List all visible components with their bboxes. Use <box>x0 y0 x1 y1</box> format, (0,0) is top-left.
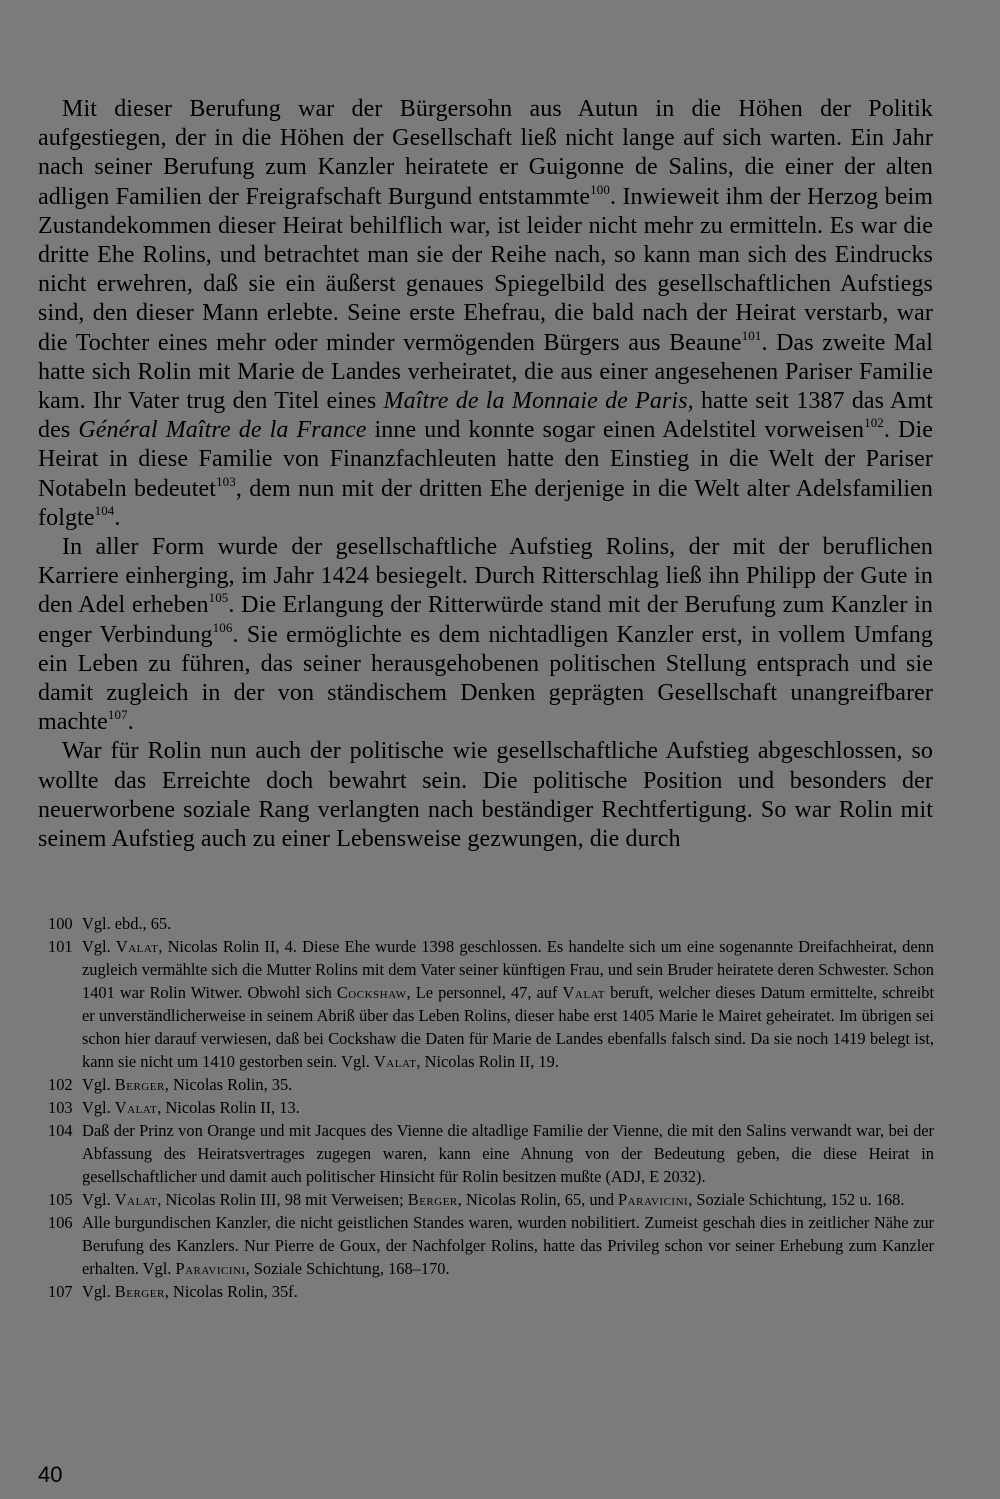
footnote-text: Vgl. <box>82 1282 115 1301</box>
italic-title: Général Maître de la France <box>78 417 367 444</box>
footnote-number: 107 <box>48 1282 73 1301</box>
footnote-text: Daß der Prinz von Orange und mit Jacques des Vienne die altadlige Familie der Vienne, die mit den Salins verwandt war, bei der Abfassung des Heiratsvertrages zugegen waren, kann eine Ahnung von der Bedeutung geben, die diese Heirat in gesellschaftlicher und damit auch politischer Hinsicht für Rolin besitzen mußte (ADJ, E 2032). <box>82 1121 934 1186</box>
footnote-105 <box>48 1188 934 1211</box>
author-name: Paravicini <box>175 1259 246 1278</box>
footnote-101 <box>48 935 934 1073</box>
text-run: . Sie ermöglichte es dem nichtadligen Kanzler erst, in vollem Umfang ein Leben zu führen, das seiner herausgehobenen politischen Stellung entsprach und sie damit zugleich in der von ständischem Denken geprägten Gesellschaft unangreifbarer machte <box>38 621 934 736</box>
text-run: Mit dieser Berufung war der Bürgersohn aus Autun in die Höhen der Politik aufgestiegen, der in die Höhen der Gesellschaft ließ nicht lange auf sich warten. Ein Jahr nach seiner Berufung zum Kanzler heiratete er Guigonne de Salins, die einer der alten adligen Familien der Freigrafschaft Burgund entstammte <box>38 96 933 210</box>
text-run: . <box>114 504 121 531</box>
footnote-number: 104 <box>48 1121 73 1140</box>
footnote-text: , Le personnel, 47, auf <box>406 983 563 1002</box>
footnote-ref-100: 100 <box>590 181 610 197</box>
footnote-text: Vgl. <box>82 1098 115 1117</box>
text-run: . Inwieweit ihm der Herzog beim Zustandekommen dieser Heirat behilflich war, ist leider nicht mehr zu ermitteln. Es war die dritte Ehe Rolins, und betrachtet man sie der Reihe nach, so kann man sich des Eindrucks nicht erwehren, daß sie ein äußerst genaues Spiegelbild des gesellschaftlichen Aufstiegs sind, den dieser Mann erlebte. Seine erste Ehefrau, die bald nach der Heirat verstarb, war die Tochter eines mehr oder minder vermögenden Bürgers aus Beaune <box>38 183 933 356</box>
footnote-text: , Soziale Schichtung, 152 u. 168. <box>688 1190 905 1209</box>
footnote-ref-101: 101 <box>741 327 762 343</box>
footnote-107 <box>48 1280 934 1303</box>
italic-title: Maître de la Monnaie de Paris, <box>383 388 694 415</box>
footnote-104 <box>48 1119 934 1188</box>
page-number: 40 <box>38 1462 63 1487</box>
footnote-text: Vgl. <box>82 1075 115 1094</box>
footnote-ref-102: 102 <box>864 415 884 431</box>
text-run: . Die Heirat in diese Familie von Finanzfachleuten hatte den Einstieg in die Welt der Pariser Notabeln bedeutet <box>38 417 933 502</box>
footnote-text: , Nicolas Rolin, 35f. <box>164 1282 298 1301</box>
text-run: . <box>127 709 134 736</box>
footnote-ref-105: 105 <box>208 590 229 606</box>
footnotes <box>48 912 934 1303</box>
author-name: Berger <box>407 1190 458 1209</box>
footnote-106 <box>48 1211 934 1280</box>
footnote-ref-107: 107 <box>107 707 128 723</box>
footnote-number: 105 <box>48 1190 73 1209</box>
footnote-ref-104: 104 <box>94 502 115 518</box>
author-name: Valat <box>373 1052 417 1071</box>
paragraph-1 <box>38 95 933 533</box>
footnote-number: 103 <box>48 1098 73 1117</box>
author-name: Valat <box>115 937 159 956</box>
footnote-text: , Nicolas Rolin, 35. <box>164 1075 293 1094</box>
text-run: hatte seit 1387 das Amt des <box>38 388 933 444</box>
paragraph-3 <box>38 737 933 854</box>
author-name: Valat <box>562 983 605 1002</box>
footnote-text: , Nicolas Rolin II, 13. <box>157 1098 300 1117</box>
footnote-text: , Nicolas Rolin III, 98 mit Verweisen; <box>157 1190 408 1209</box>
text-run: War für Rolin nun auch der politische wie gesellschaftliche Aufstieg abgeschlossen, so wollte das Erreichte doch bewahrt sein. Die politische Position und besonders der neuerworbene soziale Rang verlangten nach beständiger Rechtfertigung. So war Rolin mit seinem Aufstieg auch zu einer Lebensweise gezwungen, die durch <box>38 738 933 853</box>
footnote-number: 100 <box>48 914 73 933</box>
footnote-ref-106: 106 <box>212 619 233 635</box>
main-text <box>38 95 933 854</box>
footnote-text: , Soziale Schichtung, 168–170. <box>245 1259 450 1278</box>
text-run: inne und konnte sogar einen Adelstitel vorweisen <box>366 417 865 444</box>
footnote-text: Vgl. ebd., 65. <box>82 914 172 933</box>
footnote-number: 101 <box>48 937 73 956</box>
footnote-102 <box>48 1073 934 1096</box>
text-run: . Die Erlangung der Ritterwürde stand mit der Berufung zum Kanzler in enger Verbindung <box>38 592 933 648</box>
footnote-number: 102 <box>48 1075 73 1094</box>
text-run: , dem nun mit der dritten Ehe derjenige in die Welt alter Adelsfamilien folgte <box>38 475 934 531</box>
author-name: Berger <box>114 1282 165 1301</box>
footnote-100 <box>48 912 934 935</box>
text-run: . Das zweite Mal hatte sich Rolin mit Marie de Landes verheiratet, die aus einer angesehenen Pariser Familie kam. Ihr Vater trug den Titel eines <box>38 329 933 415</box>
author-name: Valat <box>114 1098 158 1117</box>
text-run: In aller Form wurde der gesellschaftliche Aufstieg Rolins, der mit der beruflichen Karriere einherging, im Jahr 1424 besiegelt. Durch Ritterschlag ließ ihn Philipp der Gute in den Adel erheben <box>38 534 933 619</box>
footnote-text: Vgl. <box>82 937 116 956</box>
paragraph-2 <box>38 533 933 737</box>
footnote-text: , Nicolas Rolin II, 19. <box>416 1052 559 1071</box>
footnote-103 <box>48 1096 934 1119</box>
footnote-text: , Nicolas Rolin II, 4. Diese Ehe wurde 1398 geschlossen. Es handelte sich um eine sogenannte Dreifachheirat, denn zugleich vermählte sich die Mutter Rolins mit dem Vater seiner künftigen Frau, und sein Bruder heiratete deren Schwester. Schon 1401 war Rolin Witwer. Obwohl sich <box>82 937 934 1002</box>
author-name: Cockshaw <box>336 983 407 1002</box>
author-name: Paravicini <box>618 1190 689 1209</box>
author-name: Valat <box>114 1190 158 1209</box>
footnote-text: beruft, welcher dieses Datum ermittelte, schreibt er unverständlicherweise in seinem Abriß über das Leben Rolins, dieser habe erst 1405 Marie le Mairet geheiratet. Im übrigen sei schon hier darauf verwiesen, daß bei Cockshaw die Daten für Marie de Landes ebenfalls falsch sind. Da sie noch 1419 belegt ist, kann sie nicht um 1410 gestorben sein. Vgl. <box>82 983 935 1071</box>
footnote-text: , Nicolas Rolin, 65, und <box>457 1190 619 1209</box>
footnote-ref-103: 103 <box>216 473 236 489</box>
footnote-text: Alle burgundischen Kanzler, die nicht geistlichen Standes waren, wurden nobilitiert. Zumeist geschah dies in zeitlicher Nähe zur Berufung des Kanzlers. Nur Pierre de Goux, der Nachfolger Rolins, hatte das Privileg schon vor seiner Erhebung zum Kanzler erhalten. Vgl. <box>82 1213 934 1278</box>
footnote-text: Vgl. <box>82 1190 115 1209</box>
author-name: Berger <box>114 1075 165 1094</box>
footnote-number: 106 <box>48 1213 73 1232</box>
